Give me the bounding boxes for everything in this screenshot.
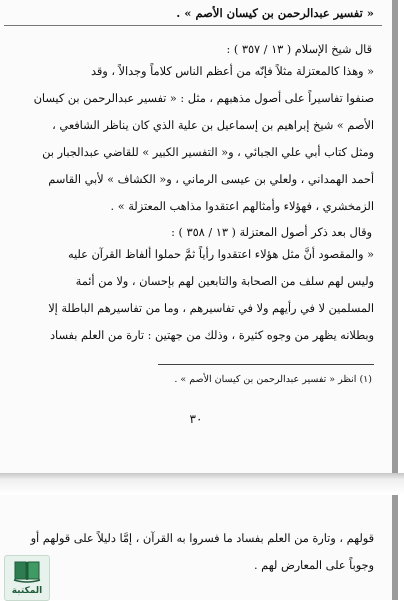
page-gap-shadow	[0, 473, 404, 495]
para2-line-1: « والمقصود أنَّ مثل هؤلاء اعتقدوا رأياً ثمَّ حملوا ألفاظ القرآن عليه	[67, 248, 374, 261]
para1-line-4: ومثل كتاب أبي علي الجبائي ، و« التفسير الكبير » للقاضي عبدالجبار بن	[42, 146, 374, 159]
page2-body	[0, 525, 374, 579]
book-icon	[12, 559, 42, 585]
para1-heading-line: قال شيخ الإسلام ( ١٣ / ٣٥٧ ) :	[226, 43, 372, 56]
para1-line-5: أحمد الهمداني ، ولعلي بن عيسى الرماني ، و« الكشاف » لأبي القاسم	[48, 173, 374, 186]
page-2	[0, 495, 398, 600]
page2-line-1: قولهم ، وتارة من العلم بفساد ما فسروا به القرآن ، إمَّا دليلاً على قولهم أو	[30, 532, 374, 545]
para2-line-3: المسلمين لا في رأيهم ولا في تفاسيرهم ، وما من تفاسيرهم الباطلة إلا	[48, 302, 374, 315]
page-number: ٣٠	[189, 412, 203, 426]
footnote: (١) انظر « تفسير عبدالرحمن بن كيسان الأصم » .	[174, 374, 372, 385]
para2-line-4: وبطلانه يظهر من وجوه كثيرة ، وذلك من جهتين : تارة من العلم بفساد	[49, 329, 374, 342]
footnote-rule	[158, 364, 374, 365]
para1-line-2: صنفوا تفاسيراً على أصول مذهبهم ، مثل : « تفسير عبدالرحمن بن كيسان	[33, 92, 374, 105]
para1-line-1: « وهذا كالمعتزلة مثلاً فإنّه من أعظم الناس كلاماً وجدالاً ، وقد	[90, 65, 374, 78]
page2-line-2: وجوباً على المعارض لهم .	[254, 559, 374, 572]
para1-line-3: الأصم » شيخ إبراهيم بن إسماعيل بن علية الذي كان يناظر الشافعي ،	[52, 119, 374, 132]
para2-line-2: وليس لهم سلف من الصحابة والتابعين لهم بإحسان ، ولا من أئمة	[75, 275, 374, 288]
logo-text: المكتبة	[11, 586, 43, 596]
para1-line-6: الزمخشري ، فهؤلاء وأمثالهم اعتقدوا مذاهب المعتزلة » .	[110, 200, 374, 213]
para2-heading-line: وقال بعد ذكر أصول المعتزلة ( ١٣ / ٣٥٨ ) :	[171, 226, 372, 239]
para2-body	[19, 241, 374, 349]
para1-body	[19, 58, 374, 220]
running-header: « تفسير عبدالرحمن بن كيسان الأصم » .	[176, 6, 374, 20]
library-logo	[4, 555, 50, 601]
header-rule	[4, 25, 382, 26]
